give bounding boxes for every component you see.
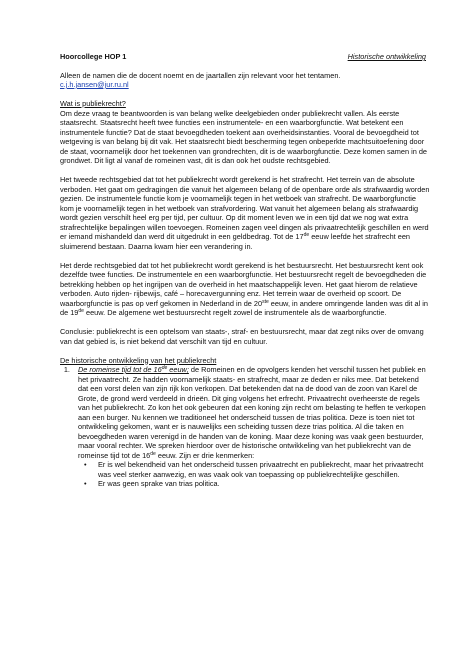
paragraph-bestuursrecht — [60, 261, 430, 318]
bestuursrecht-text-a: Het derde rechtsgebied dat tot het publiekrecht wordt gerekend is het bestuursrecht. Het bestuursrecht kent ook dezelfde twee functies. De instrumentele en een waarborgfunctie. Het bestuursrecht regelt de bevoegdheden die betrekking hebben op het ingrijpen van de overheid in het maatschappelijk leven. Het gaat hierom de relatieve verboden. Auto rijden- rijbewijs, café – horecavergunning enz. Het terrein waar de overheid op scoort. De waarborgfunctie is pas op verf gekomen in Nederland in de 20 — [60, 260, 427, 308]
bestuursrecht-text-b: eeuw, in andere omringende landen was dit al in de 19 — [60, 298, 428, 317]
numbered-list — [60, 365, 430, 489]
list-item-title — [78, 365, 189, 374]
strafrecht-text-b: eeuw leefde het strafrecht een sluimerend bestaan. Daarna kwam hier een verandering in. — [60, 232, 411, 251]
bestuursrecht-text-c: eeuw. De algemene wet bestuursrecht regelt zowel de instrumentele als de waarborgfunctie. — [83, 308, 387, 317]
paragraph-strafrecht — [60, 175, 430, 251]
bullet-list — [78, 460, 430, 489]
superscript: de — [303, 232, 310, 238]
intro-text: Alleen de namen die de docent noemt en de jaartallen zijn relevant voor het tentamen. — [60, 70, 341, 80]
superscript: de — [161, 365, 168, 371]
superscript: ste — [262, 298, 269, 305]
section-publiekrecht — [60, 99, 430, 166]
bullet-item: • Er is wel bekendheid van het onderscheid tussen privaatrecht en publiekrecht, maar het privaatrecht was veel sterker aanwezig, en was vaak ook van toepassing op publiekrechtelijke geschillen. — [92, 460, 430, 479]
intro-paragraph — [60, 71, 430, 90]
document-header — [60, 52, 430, 62]
list-item-text-b: eeuw. Zijn er drie kenmerken: — [155, 450, 255, 460]
section-historische-ontwikkeling — [60, 356, 430, 489]
strafrecht-text-a: Het tweede rechtsgebied dat tot het publiekrecht wordt gerekend is het strafrecht. Het terrein van de absolute verboden. Het gaat om gedragingen die vanuit het algemeen belang of de openbare orde als strafwaardig worden gezien. De instrumentele functie kom je voornamelijk tegen in het wetboek van strafrecht. De waarborgfunctie kom je voornamelijk tegen in het wetboek van strafvordering. Wat vanuit het algemeen belang als strafwaardig wordt gezien verschilt heel erg per tijd, per cultuur. Op dit moment leven we in een tijd dat we nog wat extra strafrechtelijke bepalingen willen toevoegen. Romeinen zagen veel dingen als privaatrechtelijk geschillen en werd er iemand mishandeld dan werd dit uitgedrukt in een geldbedrag. Tot de 17 — [60, 175, 430, 241]
email-link[interactable]: c.j.h.jansen@jur.ru.nl — [60, 80, 129, 89]
section-heading-historische-ontwikkeling: De historische ontwikkeling van het publiekrecht — [60, 355, 217, 365]
list-item-text-a: de Romeinen en de opvolgers kenden het verschil tussen het publiek en het privaatrecht. Ze hadden voornamelijk staats- en strafrecht, maar ze deden er niks mee. Dat betekend dat een vorst delen van zijn rijk kon verkopen. Dat betekenden dat na de dood van de zoon van Karel de Grote, de grond werd verdeeld in drieën. Dit ging volgens het erfrecht. Privaatrecht overheerste de regels van het publiekrecht. Zo kon het ook gebeuren dat een koning zijn recht om belasting te heffen te verkopen aan een burger. Nu kennen we traditioneel het onderscheid tussen de trias politica. Deze is toen niet tot ontwikkeling gekomen, want er is nauwelijks een scheiding tussen deze trias politica. Al die taken en bevoegdheden waren verenigd in de handen van de koning. Maar deze koning was vaak geen bestuurder, maar vooral rechter. We spreken hierdoor over de historische ontwikkeling van het publiekrecht van de romeinse tijd tot de 16 — [78, 365, 426, 460]
paragraph-staatsrecht: Om deze vraag te beantwoorden is van belang welke deelgebieden onder publiekrecht vallen. Als eerste staatsrecht. Staatsrecht heeft twee functies een instrumentele- en een waarborgfunctie. Wat betekent een instrumentele functie? Dat de staat bevoegdheden toekent aan overheidsinstanties. Vooral de bevoegdheid tot wetgeving is van belang bij dit vak. Het staatsrecht biedt bescherming tegen onbeperkte machtsuitoefening door de staat, voornamelijk door het toekennen van grondrechten, dit is de waarborgfunctie. Deze komen samen in de grondwet. Dit ligt al vanaf de romeinen vast, dit is dan ook het oudste rechtsgebied. — [60, 108, 427, 165]
superscript: de — [150, 450, 156, 457]
course-title: Hoorcollege HOP 1 — [60, 52, 127, 61]
superscript: de — [78, 308, 84, 314]
list-item-title-text-b: eeuw; — [167, 365, 189, 374]
list-item-romeinse-tijd — [72, 365, 430, 489]
paragraph-conclusie: Conclusie: publiekrecht is een optelsom van staats-, straf- en bestuursrecht, maar dat zegt niks over de omvang van dat gebied is, is niet bekend dat verschilt van tijd en cultuur. — [60, 327, 424, 346]
section-heading-publiekrecht: Wat is publiekrecht? — [60, 99, 126, 108]
topic-title: Historische ontwikkeling — [347, 52, 426, 61]
list-item-title-text-a: De romeinse tijd tot de 16 — [78, 365, 162, 374]
bullet-item: • Er was geen sprake van trias politica. — [92, 479, 430, 489]
